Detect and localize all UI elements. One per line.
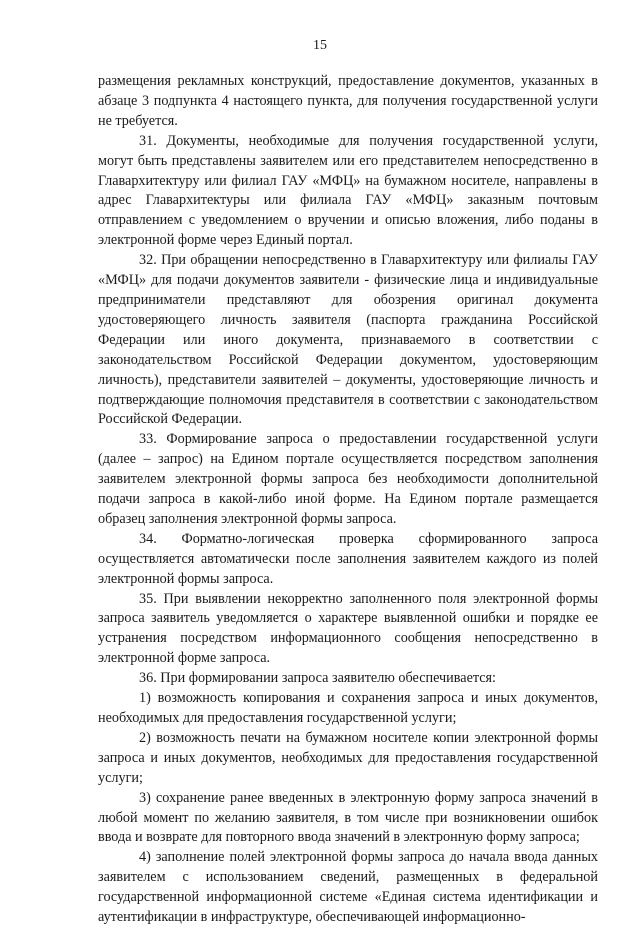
paragraph-34: 34. Форматно-логическая проверка сформированного запроса осуществляется автоматически после заполнения заявителем каждого из полей электронной формы запроса. [98,530,598,587]
paragraph-31: 31. Документы, необходимые для получения государственной услуги, могут быть представлены заявителем или его представителем непосредственно в Главархитектуру или филиал ГАУ «МФЦ» на бумажном носителе, направлены в адрес Главархитектуры или филиала ГАУ «МФЦ» заказным почтовым отправлением с уведомлением о вручении и описью вложения, либо поданы в электронной форме через Единый портал. [98,132,598,249]
document-body [98,72,598,928]
paragraph-36: 36. При формировании запроса заявителю обеспечивается: [139,670,497,687]
paragraph-33: 33. Формирование запроса о предоставлении государственной услуги (далее – запрос) на Едином портале осуществляется посредством заполнения заявителем электронной формы запроса без необходимости дополнительной подачи запроса в какой-либо иной форме. На Едином портале размещается образец заполнения электронной формы запроса. [98,431,598,527]
paragraph-35: 35. При выявлении некорректно заполненного поля электронной формы запроса заявитель уведомляется о характере выявленной ошибки и порядке ее устранения посредством информационного сообщения непосредственно в электронной форме запроса. [98,590,598,667]
list-item-4: 4) заполнение полей электронной формы запроса до начала ввода данных заявителем с использованием сведений, размещенных в федеральной государственной информационной системе «Единая система идентификации и аутентификации в инфраструктуре, обеспечивающей информационно- [98,849,598,926]
page-number: 15 [313,38,327,53]
paragraph-continuation: размещения рекламных конструкций, предоставление документов, указанных в абзаце 3 подпункта 4 настоящего пункта, для получения государственной услуги не требуется. [98,73,598,129]
list-item-3: 3) сохранение ранее введенных в электронную форму запроса значений в любой момент по желанию заявителя, в том числе при возникновении ошибок ввода и возврате для повторного ввода значений в электронную форму запроса; [98,789,598,846]
list-item-2: 2) возможность печати на бумажном носителе копии электронной формы запроса и иных документов, необходимых для предоставления государственной услуги; [98,729,598,786]
paragraph-32: 32. При обращении непосредственно в Главархитектуру или филиалы ГАУ «МФЦ» для подачи документов заявители - физические лица и индивидуальные предприниматели представляют для обозрения оригинал документа удостоверяющего личность заявителя (паспорта гражданина Российской Федерации или иного документа, признаваемого в соответствии с законодательством Российской Федерации документом, удостоверяющим личность), представители заявителей – документы, удостоверяющие личность и подтверждающие полномочия представителя в соответствии с законодательством Российской Федерации. [98,252,598,428]
list-item-1: 1) возможность копирования и сохранения запроса и иных документов, необходимых для предоставления государственной услуги; [98,690,598,726]
